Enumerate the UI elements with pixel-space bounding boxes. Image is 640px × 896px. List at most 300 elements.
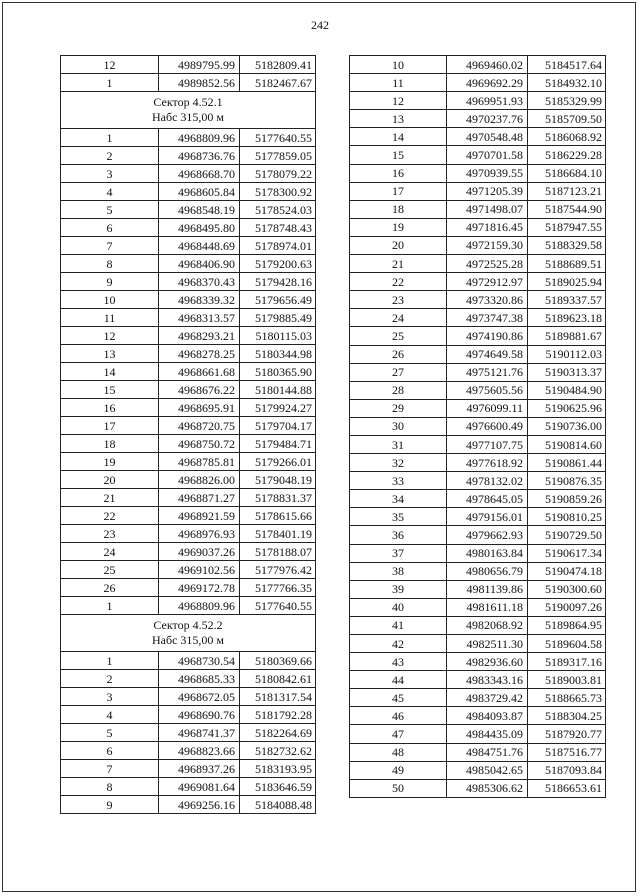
y-coordinate-cell: 5187516.77 — [528, 743, 606, 761]
x-coordinate-cell: 4968785.81 — [159, 453, 240, 471]
point-number-cell: 4 — [61, 183, 159, 201]
y-coordinate-cell: 5179704.17 — [240, 417, 316, 435]
y-coordinate-cell: 5184517.64 — [528, 56, 606, 74]
y-coordinate-cell: 5190625.96 — [528, 399, 606, 417]
x-coordinate-cell: 4979156.01 — [447, 508, 528, 526]
table-row — [350, 200, 606, 218]
y-coordinate-cell: 5189317.16 — [528, 653, 606, 671]
x-coordinate-cell: 4968809.96 — [159, 597, 240, 615]
table-row — [61, 525, 316, 543]
point-number-cell: 49 — [350, 761, 447, 779]
table-row — [61, 201, 316, 219]
point-number-cell: 2 — [61, 670, 159, 688]
y-coordinate-cell: 5187920.77 — [528, 725, 606, 743]
table-row — [350, 218, 606, 236]
x-coordinate-cell: 4969951.93 — [447, 92, 528, 110]
table-row — [350, 435, 606, 453]
point-number-cell: 1 — [61, 652, 159, 670]
x-coordinate-cell: 4989795.99 — [159, 56, 240, 74]
x-coordinate-cell: 4974190.86 — [447, 327, 528, 345]
x-coordinate-cell: 4969102.56 — [159, 561, 240, 579]
section-header — [61, 615, 316, 652]
point-number-cell: 12 — [61, 327, 159, 345]
x-coordinate-cell: 4984093.87 — [447, 707, 528, 725]
point-number-cell: 23 — [61, 525, 159, 543]
y-coordinate-cell: 5186653.61 — [528, 779, 606, 797]
x-coordinate-cell: 4985306.62 — [447, 779, 528, 797]
y-coordinate-cell: 5179266.01 — [240, 453, 316, 471]
table-row — [61, 291, 316, 309]
point-number-cell: 24 — [61, 543, 159, 561]
y-coordinate-cell: 5178401.19 — [240, 525, 316, 543]
y-coordinate-cell: 5190814.60 — [528, 435, 606, 453]
x-coordinate-cell: 4982936.60 — [447, 653, 528, 671]
x-coordinate-cell: 4982511.30 — [447, 635, 528, 653]
point-number-cell: 25 — [350, 327, 447, 345]
point-number-cell: 26 — [350, 345, 447, 363]
point-number-cell: 13 — [61, 345, 159, 363]
y-coordinate-cell: 5186068.92 — [528, 128, 606, 146]
table-row — [350, 236, 606, 254]
x-coordinate-cell: 4983729.42 — [447, 689, 528, 707]
point-number-cell: 38 — [350, 562, 447, 580]
point-number-cell: 35 — [350, 508, 447, 526]
point-number-cell: 27 — [350, 363, 447, 381]
table-row — [350, 779, 606, 797]
x-coordinate-cell: 4970548.48 — [447, 128, 528, 146]
table-row — [61, 652, 316, 670]
y-coordinate-cell: 5179200.63 — [240, 255, 316, 273]
table-row — [350, 508, 606, 526]
y-coordinate-cell: 5186229.28 — [528, 146, 606, 164]
x-coordinate-cell: 4969692.29 — [447, 74, 528, 92]
y-coordinate-cell: 5184932.10 — [528, 74, 606, 92]
x-coordinate-cell: 4968690.76 — [159, 706, 240, 724]
point-number-cell: 44 — [350, 671, 447, 689]
x-coordinate-cell: 4968921.59 — [159, 507, 240, 525]
point-number-cell: 11 — [61, 309, 159, 327]
y-coordinate-cell: 5178615.66 — [240, 507, 316, 525]
point-number-cell: 50 — [350, 779, 447, 797]
section-title: Сектор 4.52.1 — [153, 95, 223, 109]
y-coordinate-cell: 5178748.43 — [240, 219, 316, 237]
y-coordinate-cell: 5182809.41 — [240, 56, 316, 74]
table-row — [350, 472, 606, 490]
table-row — [350, 544, 606, 562]
x-coordinate-cell: 4980656.79 — [447, 562, 528, 580]
table-row — [61, 742, 316, 760]
point-number-cell: 14 — [61, 363, 159, 381]
table-row — [61, 688, 316, 706]
point-number-cell: 39 — [350, 580, 447, 598]
x-coordinate-cell: 4969460.02 — [447, 56, 528, 74]
x-coordinate-cell: 4970701.58 — [447, 146, 528, 164]
table-row — [61, 796, 316, 814]
x-coordinate-cell: 4968370.43 — [159, 273, 240, 291]
x-coordinate-cell: 4968672.05 — [159, 688, 240, 706]
x-coordinate-cell: 4968826.00 — [159, 471, 240, 489]
x-coordinate-cell: 4976099.11 — [447, 399, 528, 417]
y-coordinate-cell: 5190097.26 — [528, 598, 606, 616]
table-row — [61, 579, 316, 597]
point-number-cell: 19 — [61, 453, 159, 471]
table-row — [61, 183, 316, 201]
x-coordinate-cell: 4968730.54 — [159, 652, 240, 670]
table-row — [61, 399, 316, 417]
y-coordinate-cell: 5185329.99 — [528, 92, 606, 110]
y-coordinate-cell: 5177640.55 — [240, 597, 316, 615]
table-row — [350, 454, 606, 472]
point-number-cell: 26 — [61, 579, 159, 597]
table-row — [350, 74, 606, 92]
y-coordinate-cell: 5183193.95 — [240, 760, 316, 778]
point-number-cell: 21 — [350, 255, 447, 273]
table-row — [350, 327, 606, 345]
coordinates-table-left — [60, 55, 316, 814]
point-number-cell: 32 — [350, 454, 447, 472]
table-row — [61, 255, 316, 273]
point-number-cell: 12 — [61, 56, 159, 74]
table-row — [350, 580, 606, 598]
point-number-cell: 16 — [350, 164, 447, 182]
x-coordinate-cell: 4968736.76 — [159, 147, 240, 165]
y-coordinate-cell: 5181792.28 — [240, 706, 316, 724]
y-coordinate-cell: 5180115.03 — [240, 327, 316, 345]
table-row — [61, 471, 316, 489]
y-coordinate-cell: 5179656.49 — [240, 291, 316, 309]
point-number-cell: 33 — [350, 472, 447, 490]
point-number-cell: 20 — [350, 236, 447, 254]
x-coordinate-cell: 4971205.39 — [447, 182, 528, 200]
point-number-cell: 9 — [61, 796, 159, 814]
y-coordinate-cell: 5190313.37 — [528, 363, 606, 381]
table-row — [61, 543, 316, 561]
x-coordinate-cell: 4972159.30 — [447, 236, 528, 254]
y-coordinate-cell: 5180842.61 — [240, 670, 316, 688]
section-altitude: Набс 315,00 м — [151, 633, 225, 647]
y-coordinate-cell: 5190859.26 — [528, 490, 606, 508]
y-coordinate-cell: 5188329.58 — [528, 236, 606, 254]
y-coordinate-cell: 5177859.05 — [240, 147, 316, 165]
x-coordinate-cell: 4989852.56 — [159, 74, 240, 92]
table-row — [61, 147, 316, 165]
table-row — [350, 725, 606, 743]
y-coordinate-cell: 5180344.98 — [240, 345, 316, 363]
y-coordinate-cell: 5179885.49 — [240, 309, 316, 327]
point-number-cell: 2 — [61, 147, 159, 165]
table-row — [61, 309, 316, 327]
point-number-cell: 20 — [61, 471, 159, 489]
y-coordinate-cell: 5179924.27 — [240, 399, 316, 417]
point-number-cell: 15 — [350, 146, 447, 164]
table-row — [350, 526, 606, 544]
point-number-cell: 12 — [350, 92, 447, 110]
x-coordinate-cell: 4968661.68 — [159, 363, 240, 381]
table-row — [61, 363, 316, 381]
section-altitude: Набс 315,00 м — [151, 110, 225, 124]
point-number-cell: 30 — [350, 417, 447, 435]
point-number-cell: 18 — [350, 200, 447, 218]
point-number-cell: 24 — [350, 309, 447, 327]
x-coordinate-cell: 4968406.90 — [159, 255, 240, 273]
x-coordinate-cell: 4968937.26 — [159, 760, 240, 778]
point-number-cell: 48 — [350, 743, 447, 761]
x-coordinate-cell: 4977618.92 — [447, 454, 528, 472]
point-number-cell: 11 — [350, 74, 447, 92]
section-title: Сектор 4.52.2 — [153, 618, 223, 632]
table-row — [61, 74, 316, 92]
x-coordinate-cell: 4971816.45 — [447, 218, 528, 236]
point-number-cell: 34 — [350, 490, 447, 508]
point-number-cell: 15 — [61, 381, 159, 399]
x-coordinate-cell: 4972525.28 — [447, 255, 528, 273]
table-row — [350, 761, 606, 779]
table-row — [350, 182, 606, 200]
table-row — [350, 273, 606, 291]
table-row — [350, 363, 606, 381]
table-row — [350, 291, 606, 309]
x-coordinate-cell: 4968605.84 — [159, 183, 240, 201]
y-coordinate-cell: 5178974.01 — [240, 237, 316, 255]
x-coordinate-cell: 4979662.93 — [447, 526, 528, 544]
table-row — [350, 653, 606, 671]
y-coordinate-cell: 5177640.55 — [240, 129, 316, 147]
coordinates-table-right-body — [350, 56, 606, 798]
x-coordinate-cell: 4968720.75 — [159, 417, 240, 435]
table-row — [61, 237, 316, 255]
point-number-cell: 1 — [61, 129, 159, 147]
y-coordinate-cell: 5187544.90 — [528, 200, 606, 218]
point-number-cell: 17 — [61, 417, 159, 435]
point-number-cell: 13 — [350, 110, 447, 128]
point-number-cell: 16 — [61, 399, 159, 417]
point-number-cell: 21 — [61, 489, 159, 507]
y-coordinate-cell: 5190810.25 — [528, 508, 606, 526]
table-row — [61, 381, 316, 399]
x-coordinate-cell: 4985042.65 — [447, 761, 528, 779]
y-coordinate-cell: 5178300.92 — [240, 183, 316, 201]
table-row — [61, 417, 316, 435]
x-coordinate-cell: 4968668.70 — [159, 165, 240, 183]
point-number-cell: 36 — [350, 526, 447, 544]
x-coordinate-cell: 4980163.84 — [447, 544, 528, 562]
table-row — [350, 417, 606, 435]
table-row — [350, 146, 606, 164]
x-coordinate-cell: 4981611.18 — [447, 598, 528, 616]
table-row — [350, 635, 606, 653]
point-number-cell: 5 — [61, 201, 159, 219]
table-row — [61, 327, 316, 345]
table-row — [350, 345, 606, 363]
x-coordinate-cell: 4968278.25 — [159, 345, 240, 363]
x-coordinate-cell: 4970939.55 — [447, 164, 528, 182]
point-number-cell: 23 — [350, 291, 447, 309]
x-coordinate-cell: 4982068.92 — [447, 616, 528, 634]
table-row — [61, 507, 316, 525]
x-coordinate-cell: 4975121.76 — [447, 363, 528, 381]
table-row — [61, 219, 316, 237]
point-number-cell: 8 — [61, 255, 159, 273]
x-coordinate-cell: 4973747.38 — [447, 309, 528, 327]
x-coordinate-cell: 4968823.66 — [159, 742, 240, 760]
y-coordinate-cell: 5187947.55 — [528, 218, 606, 236]
y-coordinate-cell: 5182264.69 — [240, 724, 316, 742]
point-number-cell: 41 — [350, 616, 447, 634]
y-coordinate-cell: 5188689.51 — [528, 255, 606, 273]
y-coordinate-cell: 5190617.34 — [528, 544, 606, 562]
point-number-cell: 10 — [61, 291, 159, 309]
table-row — [61, 706, 316, 724]
x-coordinate-cell: 4974649.58 — [447, 345, 528, 363]
point-number-cell: 47 — [350, 725, 447, 743]
y-coordinate-cell: 5182467.67 — [240, 74, 316, 92]
point-number-cell: 43 — [350, 653, 447, 671]
table-row — [350, 56, 606, 74]
x-coordinate-cell: 4978132.02 — [447, 472, 528, 490]
y-coordinate-cell: 5189025.94 — [528, 273, 606, 291]
table-row — [61, 489, 316, 507]
point-number-cell: 19 — [350, 218, 447, 236]
y-coordinate-cell: 5189337.57 — [528, 291, 606, 309]
x-coordinate-cell: 4968293.21 — [159, 327, 240, 345]
table-row — [61, 760, 316, 778]
table-row — [61, 561, 316, 579]
y-coordinate-cell: 5189881.67 — [528, 327, 606, 345]
x-coordinate-cell: 4969081.64 — [159, 778, 240, 796]
point-number-cell: 8 — [61, 778, 159, 796]
x-coordinate-cell: 4968695.91 — [159, 399, 240, 417]
x-coordinate-cell: 4969256.16 — [159, 796, 240, 814]
y-coordinate-cell: 5187123.21 — [528, 182, 606, 200]
x-coordinate-cell: 4971498.07 — [447, 200, 528, 218]
table-row — [350, 92, 606, 110]
table-row — [350, 128, 606, 146]
y-coordinate-cell: 5190736.00 — [528, 417, 606, 435]
x-coordinate-cell: 4969037.26 — [159, 543, 240, 561]
y-coordinate-cell: 5178188.07 — [240, 543, 316, 561]
point-number-cell: 6 — [61, 742, 159, 760]
table-row — [350, 562, 606, 580]
table-row — [61, 129, 316, 147]
point-number-cell: 28 — [350, 381, 447, 399]
y-coordinate-cell: 5190876.35 — [528, 472, 606, 490]
y-coordinate-cell: 5180369.66 — [240, 652, 316, 670]
x-coordinate-cell: 4976600.49 — [447, 417, 528, 435]
x-coordinate-cell: 4973320.86 — [447, 291, 528, 309]
x-coordinate-cell: 4968871.27 — [159, 489, 240, 507]
y-coordinate-cell: 5189003.81 — [528, 671, 606, 689]
point-number-cell: 7 — [61, 237, 159, 255]
y-coordinate-cell: 5190112.03 — [528, 345, 606, 363]
x-coordinate-cell: 4968448.69 — [159, 237, 240, 255]
y-coordinate-cell: 5189864.95 — [528, 616, 606, 634]
y-coordinate-cell: 5188665.73 — [528, 689, 606, 707]
table-row — [350, 707, 606, 725]
table-row — [350, 689, 606, 707]
point-number-cell: 5 — [61, 724, 159, 742]
y-coordinate-cell: 5179428.16 — [240, 273, 316, 291]
table-row — [350, 616, 606, 634]
point-number-cell: 22 — [350, 273, 447, 291]
y-coordinate-cell: 5178079.22 — [240, 165, 316, 183]
x-coordinate-cell: 4969172.78 — [159, 579, 240, 597]
y-coordinate-cell: 5187093.84 — [528, 761, 606, 779]
x-coordinate-cell: 4984435.09 — [447, 725, 528, 743]
x-coordinate-cell: 4970237.76 — [447, 110, 528, 128]
y-coordinate-cell: 5189604.58 — [528, 635, 606, 653]
coordinates-table-right — [349, 55, 606, 798]
point-number-cell: 29 — [350, 399, 447, 417]
table-row — [350, 110, 606, 128]
section-header-row — [61, 92, 316, 129]
y-coordinate-cell: 5182732.62 — [240, 742, 316, 760]
y-coordinate-cell: 5190729.50 — [528, 526, 606, 544]
x-coordinate-cell: 4981139.86 — [447, 580, 528, 598]
table-row — [350, 743, 606, 761]
table-row — [61, 345, 316, 363]
point-number-cell: 18 — [61, 435, 159, 453]
table-row — [61, 453, 316, 471]
x-coordinate-cell: 4984751.76 — [447, 743, 528, 761]
point-number-cell: 46 — [350, 707, 447, 725]
point-number-cell: 45 — [350, 689, 447, 707]
point-number-cell: 1 — [61, 74, 159, 92]
x-coordinate-cell: 4968741.37 — [159, 724, 240, 742]
point-number-cell: 17 — [350, 182, 447, 200]
point-number-cell: 9 — [61, 273, 159, 291]
x-coordinate-cell: 4975605.56 — [447, 381, 528, 399]
table-row — [61, 724, 316, 742]
point-number-cell: 10 — [350, 56, 447, 74]
x-coordinate-cell: 4972912.97 — [447, 273, 528, 291]
point-number-cell: 14 — [350, 128, 447, 146]
y-coordinate-cell: 5185709.50 — [528, 110, 606, 128]
y-coordinate-cell: 5180365.90 — [240, 363, 316, 381]
x-coordinate-cell: 4968809.96 — [159, 129, 240, 147]
y-coordinate-cell: 5178831.37 — [240, 489, 316, 507]
point-number-cell: 3 — [61, 165, 159, 183]
y-coordinate-cell: 5190484.90 — [528, 381, 606, 399]
y-coordinate-cell: 5184088.48 — [240, 796, 316, 814]
table-row — [350, 381, 606, 399]
y-coordinate-cell: 5181317.54 — [240, 688, 316, 706]
x-coordinate-cell: 4968339.32 — [159, 291, 240, 309]
y-coordinate-cell: 5190300.60 — [528, 580, 606, 598]
point-number-cell: 42 — [350, 635, 447, 653]
point-number-cell: 1 — [61, 597, 159, 615]
y-coordinate-cell: 5177976.42 — [240, 561, 316, 579]
point-number-cell: 6 — [61, 219, 159, 237]
table-row — [61, 273, 316, 291]
table-row — [61, 597, 316, 615]
x-coordinate-cell: 4968495.80 — [159, 219, 240, 237]
table-row — [61, 670, 316, 688]
section-header-row — [61, 615, 316, 652]
y-coordinate-cell: 5177766.35 — [240, 579, 316, 597]
page-number: 242 — [311, 18, 329, 32]
table-row — [350, 309, 606, 327]
x-coordinate-cell: 4968750.72 — [159, 435, 240, 453]
table-row — [350, 671, 606, 689]
point-number-cell: 40 — [350, 598, 447, 616]
x-coordinate-cell: 4977107.75 — [447, 435, 528, 453]
table-row — [350, 399, 606, 417]
x-coordinate-cell: 4968676.22 — [159, 381, 240, 399]
y-coordinate-cell: 5190861.44 — [528, 454, 606, 472]
point-number-cell: 25 — [61, 561, 159, 579]
point-number-cell: 7 — [61, 760, 159, 778]
table-row — [61, 435, 316, 453]
